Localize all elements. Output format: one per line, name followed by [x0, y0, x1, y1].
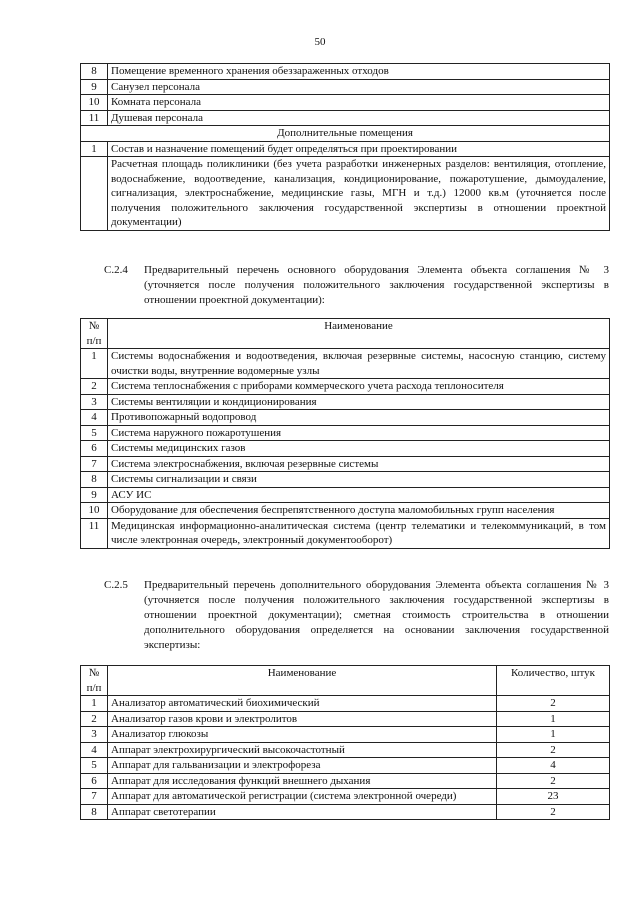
row-text: АСУ ИС — [108, 487, 610, 503]
row-quantity: 2 — [497, 773, 610, 789]
header-name: Наименование — [108, 319, 610, 349]
table-row — [81, 518, 610, 548]
row-text: Аппарат для исследования функций внешнего дыхания — [108, 773, 497, 789]
table-row — [81, 503, 610, 519]
row-number: 10 — [81, 95, 108, 111]
table-row — [81, 711, 610, 727]
table-row — [81, 425, 610, 441]
row-text: Системы медицинских газов — [108, 441, 610, 457]
row-number: 3 — [81, 394, 108, 410]
section-text: Предварительный перечень основного оборудования Элемента объекта соглашения № 3 (уточняется после получения положительного заключения государственной экспертизы в отношении проектной документации): — [144, 264, 609, 306]
header-number: № п/п — [81, 666, 108, 696]
table-row — [81, 141, 610, 157]
row-text: Состав и назначение помещений будет определяться при проектировании — [108, 141, 610, 157]
section-number: С.2.4 — [104, 264, 128, 276]
row-quantity: 4 — [497, 758, 610, 774]
row-quantity: 2 — [497, 696, 610, 712]
row-text: Системы водоснабжения и водоотведения, включая резервные системы, насосную станцию, систему очистки воды, внутренние водомерные узлы — [108, 349, 610, 379]
section-c24 — [104, 263, 609, 308]
table-row — [81, 804, 610, 820]
row-number: 7 — [81, 456, 108, 472]
row-number: 3 — [81, 727, 108, 743]
table-header-row — [81, 319, 610, 349]
row-text: Система теплоснабжения с приборами коммерческого учета расхода теплоносителя — [108, 379, 610, 395]
table-row — [81, 773, 610, 789]
table-row — [81, 379, 610, 395]
table-row — [81, 472, 610, 488]
row-text: Аппарат электрохирургический высокочастотный — [108, 742, 497, 758]
row-text: Анализатор глюкозы — [108, 727, 497, 743]
equipment-table — [80, 318, 610, 549]
table-row — [81, 758, 610, 774]
row-number: 2 — [81, 711, 108, 727]
page-number: 50 — [314, 36, 326, 48]
row-number: 5 — [81, 425, 108, 441]
row-number: 9 — [81, 79, 108, 95]
row-text: Система электроснабжения, включая резервные системы — [108, 456, 610, 472]
row-number: 11 — [81, 518, 108, 548]
row-number: 1 — [81, 141, 108, 157]
row-text: Противопожарный водопровод — [108, 410, 610, 426]
row-text: Санузел персонала — [108, 79, 610, 95]
rooms-table — [80, 63, 610, 231]
table-row — [81, 696, 610, 712]
row-number: 6 — [81, 441, 108, 457]
row-text: Анализатор автоматический биохимический — [108, 696, 497, 712]
table-row — [81, 487, 610, 503]
row-number: 4 — [81, 742, 108, 758]
table-subheader: Дополнительные помещения — [81, 126, 610, 142]
row-text: Системы сигнализации и связи — [108, 472, 610, 488]
row-text: Аппарат светотерапии — [108, 804, 497, 820]
table-row — [81, 441, 610, 457]
header-quantity: Количество, штук — [497, 666, 610, 696]
row-text: Аппарат для гальванизации и электрофореза — [108, 758, 497, 774]
table-row — [81, 349, 610, 379]
row-text: Анализатор газов крови и электролитов — [108, 711, 497, 727]
section-text: Предварительный перечень дополнительного оборудования Элемента объекта соглашения № 3 (уточняется после получения положительного заключения государственной экспертизы в отношении проектной документации); сметная стоимость строительства в отношении дополнительного оборудования определяется на основании заключения государственной экспертизы: — [144, 579, 609, 651]
table-row — [81, 742, 610, 758]
header-name: Наименование — [108, 666, 497, 696]
row-number: 4 — [81, 410, 108, 426]
table-row — [81, 456, 610, 472]
table-subheader-row — [81, 126, 610, 142]
row-text: Комната персонала — [108, 95, 610, 111]
table-row — [81, 110, 610, 126]
row-quantity: 2 — [497, 804, 610, 820]
row-text: Медицинская информационно-аналитическая система (центр телематики и телекоммуникаций, в том числе электронная очередь, электронный документооборот) — [108, 518, 610, 548]
table-row — [81, 79, 610, 95]
row-text: Помещение временного хранения обеззараженных отходов — [108, 64, 610, 80]
section-c25 — [104, 578, 609, 653]
row-number: 8 — [81, 472, 108, 488]
row-number: 8 — [81, 804, 108, 820]
row-text: Системы вентиляции и кондиционирования — [108, 394, 610, 410]
table-row — [81, 727, 610, 743]
row-quantity: 1 — [497, 727, 610, 743]
row-text: Аппарат для автоматической регистрации (система электронной очереди) — [108, 789, 497, 805]
row-quantity: 23 — [497, 789, 610, 805]
row-quantity: 2 — [497, 742, 610, 758]
row-number: 10 — [81, 503, 108, 519]
additional-equipment-table — [80, 665, 610, 820]
row-number: 5 — [81, 758, 108, 774]
row-number: 1 — [81, 349, 108, 379]
row-number-empty — [81, 157, 108, 231]
table-row — [81, 95, 610, 111]
table-row — [81, 64, 610, 80]
header-number: № п/п — [81, 319, 108, 349]
row-text: Душевая персонала — [108, 110, 610, 126]
row-number: 9 — [81, 487, 108, 503]
row-number: 8 — [81, 64, 108, 80]
row-number: 7 — [81, 789, 108, 805]
table-row — [81, 410, 610, 426]
row-number: 2 — [81, 379, 108, 395]
area-note: Расчетная площадь поликлиники (без учета разработки инженерных разделов: вентиляция, отопление, водоснабжение, водоотведение, канализация, кондиционирование, пожаротушение, дымоудаление, сигнализация, электроснабжение, медицинские газы, МГН и т.д.) 12000 кв.м (уточняется после получения положительного заключения государственной экспертизы в отношении проектной документации) — [108, 157, 610, 231]
table-row — [81, 157, 610, 231]
row-number: 6 — [81, 773, 108, 789]
row-text: Система наружного пожаротушения — [108, 425, 610, 441]
row-quantity: 1 — [497, 711, 610, 727]
section-number: С.2.5 — [104, 579, 128, 591]
row-number: 1 — [81, 696, 108, 712]
row-text: Оборудование для обеспечения беспрепятственного доступа маломобильных групп населения — [108, 503, 610, 519]
table-header-row — [81, 666, 610, 696]
table-row — [81, 789, 610, 805]
row-number: 11 — [81, 110, 108, 126]
table-row — [81, 394, 610, 410]
